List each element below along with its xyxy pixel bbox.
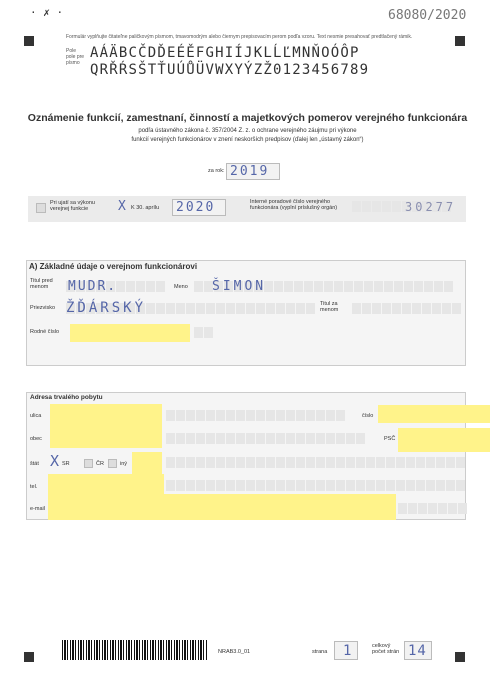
ulica-redaction [50,404,162,428]
rodne-cislo-cells[interactable] [194,327,213,338]
stat-label: štát [30,461,39,467]
meno-label: Meno [174,284,188,290]
internal-number-label: Interné poradové číslo verejného funkcionára (vyplní príslušný orgán) [250,199,338,211]
alphabet-row-1: AÁÄBCČDĎEÉĚFGHIÍJKLĹĽMNŇOÓÔP [90,45,360,61]
entry-checkbox[interactable] [36,203,46,213]
ulica-cells[interactable] [166,410,345,421]
titul-pred-value: MUDR. [68,279,118,294]
cislo-redaction [378,405,490,423]
form-code: NRAB3.0_01 [218,649,251,655]
titul-za-cells[interactable] [352,303,461,314]
rodne-cislo-redaction [70,324,190,342]
stat-iny-checkbox[interactable] [108,459,117,468]
strana-label: strana [312,649,328,655]
meno-value: ŠIMON [212,279,267,294]
celkovy-field[interactable] [404,641,432,660]
sample-label: Pole pole pre písmo [66,48,85,66]
email-redaction [48,494,396,520]
april-year-field[interactable] [172,199,226,216]
page-title: Oznámenie funkcií, zamestnaní, činností a majetkových pomerov verejného funkcionára [27,112,468,124]
email-label: e-mail [30,506,45,512]
stat-sr-label: SR [62,461,70,467]
corner-marks: · ✗ · [30,6,64,19]
april-label: K 30. aprílu [131,205,160,211]
april-year-value: 2020 [176,200,216,215]
stat-cr-checkbox[interactable] [84,459,93,468]
psc-label: PSČ [384,436,396,442]
rodne-cislo-label: Rodné číslo [30,329,60,335]
email-cells[interactable] [398,503,467,514]
obec-redaction [50,426,162,448]
priezvisko-label: Priezvisko [30,305,56,311]
obec-label: obec [30,436,42,442]
obec-cells[interactable] [166,433,365,444]
year-value: 2019 [230,164,270,179]
stat-redaction [132,452,162,474]
ulica-label: ulica [30,413,42,419]
celkovy-label: celkový počet strán [372,643,400,655]
barcode [62,640,208,660]
stat-iny-label: iný [120,461,128,467]
celkovy-value: 14 [408,643,427,659]
april-check-mark[interactable]: X [118,199,126,214]
stat-cells[interactable] [166,457,465,468]
tel-redaction [48,474,164,496]
alphabet-row-2: QRŘŔSŠTŤUÚŮÜVWXYÝZŽ0123456789 [90,62,370,78]
entry-label: Pri ujatí sa výkonu verejnej funkcie [50,200,95,212]
strana-field[interactable] [334,641,358,660]
address-title: Adresa trvalého pobytu [30,394,103,401]
registration-mark-tr [455,36,465,46]
registration-mark-br [455,652,465,662]
tel-cells[interactable] [166,480,465,491]
titul-za-label: Titul za menom [320,301,339,313]
section-a-title: A) Základné údaje o verejnom funkcionárovi [29,262,198,271]
psc-redaction [398,428,490,452]
subtitle-line-2: funkcií verejných funkcionárov v znení neskorších predpisov (ďalej len „ústavný zákon“) [131,137,364,143]
stat-cr-label: ČR [96,461,104,467]
registration-mark-tl [24,36,34,46]
subtitle-line-1: podľa ústavného zákona č. 357/2004 Z. z. o ochrane verejného záujmu pri výkone [138,128,357,134]
stat-sr-check-mark[interactable]: X [50,452,60,470]
header-stamp: 68080/2020 [388,8,467,23]
titul-pred-label: Titul pred menom [30,278,53,290]
tel-label: tel. [30,484,38,490]
year-label: za rok: [208,168,225,174]
priezvisko-value: ŽĎÁRSKÝ [66,300,147,316]
year-field[interactable] [226,163,280,180]
internal-number-value: 30277 [405,200,457,214]
strana-value: 1 [343,643,352,659]
intro-note: Formulár vyplňujte čitateľne paličkovým písmom, tmavomodrým alebo čiernym prepisovacím perom podľa vzoru. Text nesmie presahovať predtlačený rámik. [66,34,413,40]
cislo-label: číslo [362,413,374,419]
registration-mark-bl [24,652,34,662]
